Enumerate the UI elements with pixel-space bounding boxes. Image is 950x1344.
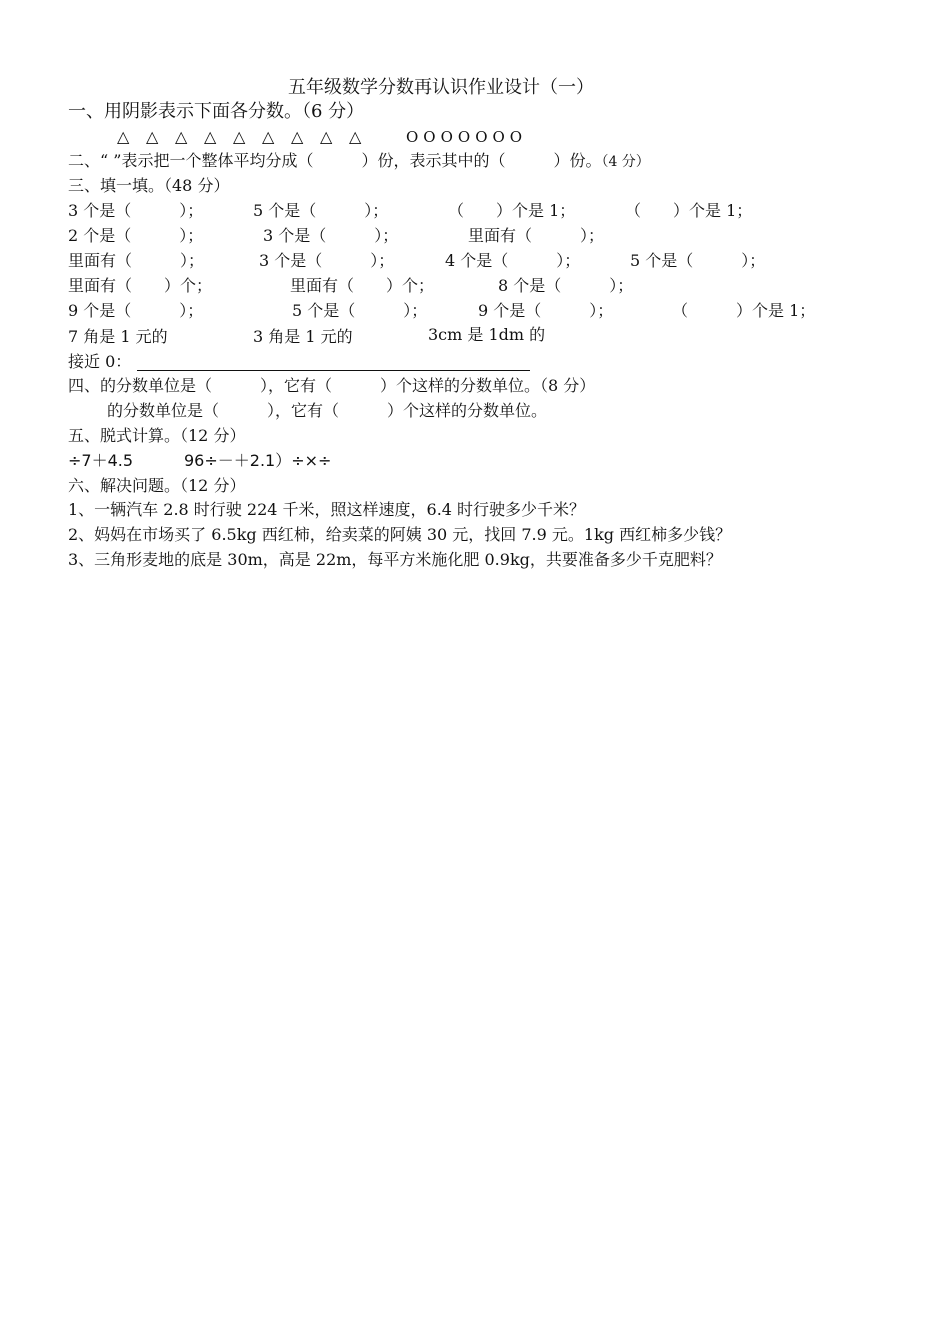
- section-2-score: （4 分）: [601, 154, 650, 170]
- fill-item: （ ）个是 1；: [672, 301, 816, 320]
- triangle-icon: △: [233, 127, 246, 146]
- expression-2: 96÷－＋2.1）÷×÷: [184, 451, 332, 470]
- fill-item: 3cm 是 1dm 的: [428, 325, 546, 344]
- section-4-line-1: 四、的分数单位是（ ），它有（ ）个这样的分数单位。（8 分）: [68, 376, 596, 395]
- fill-item: 里面有（ ）；: [68, 251, 205, 270]
- triangle-icon: △: [146, 127, 159, 146]
- worksheet-title: 五年级数学分数再认识作业设计（一）: [288, 77, 594, 98]
- fill-item: 3 角是 1 元的: [253, 327, 353, 346]
- triangle-icon: △: [175, 127, 188, 146]
- triangle-icon: △: [204, 127, 217, 146]
- expression-1: ÷7＋4.5: [68, 451, 134, 470]
- triangle-icon: △: [117, 127, 130, 146]
- section-2-line: [68, 150, 650, 173]
- fill-item: 3 个是（ ）；: [263, 226, 399, 245]
- section-4-line-2: 的分数单位是（ ），它有（ ）个这样的分数单位。: [107, 401, 548, 420]
- section-3-heading: 三、填一填。（48 分）: [68, 176, 230, 195]
- near-zero-label: 接近 0：: [68, 352, 132, 371]
- fill-item: 8 个是（ ）；: [498, 276, 634, 295]
- triangle-icon: △: [349, 127, 362, 146]
- problem-2: 2、妈妈在市场买了 6.5kg 西红柿，给卖菜的阿姨 30 元，找回 7.9 元。1kg 西红柿多少钱？: [68, 525, 732, 544]
- fill-item: 4 个是（ ）；: [445, 251, 581, 270]
- triangle-icon: △: [291, 127, 304, 146]
- problem-3: 3、三角形麦地的底是 30m，高是 22m，每平方米施化肥 0.9kg，共要准备多少千克肥料？: [68, 550, 722, 569]
- fill-item: 3 个是（ ）；: [259, 251, 395, 270]
- fill-item: 2 个是（ ）；: [68, 226, 204, 245]
- fill-item: 5 个是（ ）；: [630, 251, 766, 270]
- fill-item: 7 角是 1 元的: [68, 327, 168, 346]
- circle-row: OOOOOOO: [406, 128, 528, 146]
- section-2-text: 二、“ ”表示把一个整体平均分成（ ）份，表示其中的（ ）份。: [68, 151, 602, 170]
- section-1-heading: 一、用阴影表示下面各分数。（6 分）: [68, 101, 365, 122]
- fill-item: 9 个是（ ）；: [478, 301, 614, 320]
- answer-underline: [137, 370, 530, 371]
- triangle-icon: △: [262, 127, 275, 146]
- fill-item: 5 个是（ ）；: [253, 201, 389, 220]
- fill-item: 5 个是（ ）；: [292, 301, 428, 320]
- fill-item: 里面有（ ）；: [468, 226, 605, 245]
- fill-item: 里面有（ ）个；: [290, 276, 435, 295]
- fill-item: 9 个是（ ）；: [68, 301, 204, 320]
- fill-item: 里面有（ ）个；: [68, 276, 213, 295]
- triangle-row: [117, 127, 378, 147]
- section-5-heading: 五、脱式计算。（12 分）: [68, 426, 246, 445]
- triangle-icon: △: [320, 127, 333, 146]
- problem-1: 1、一辆汽车 2.8 时行驶 224 千米，照这样速度，6.4 时行驶多少千米？: [68, 500, 586, 519]
- fill-item: （ ）个是 1；: [625, 201, 753, 220]
- fill-item: （ ）个是 1；: [448, 201, 576, 220]
- fill-item: 3 个是（ ）；: [68, 201, 204, 220]
- section-6-heading: 六、解决问题。（12 分）: [68, 476, 246, 495]
